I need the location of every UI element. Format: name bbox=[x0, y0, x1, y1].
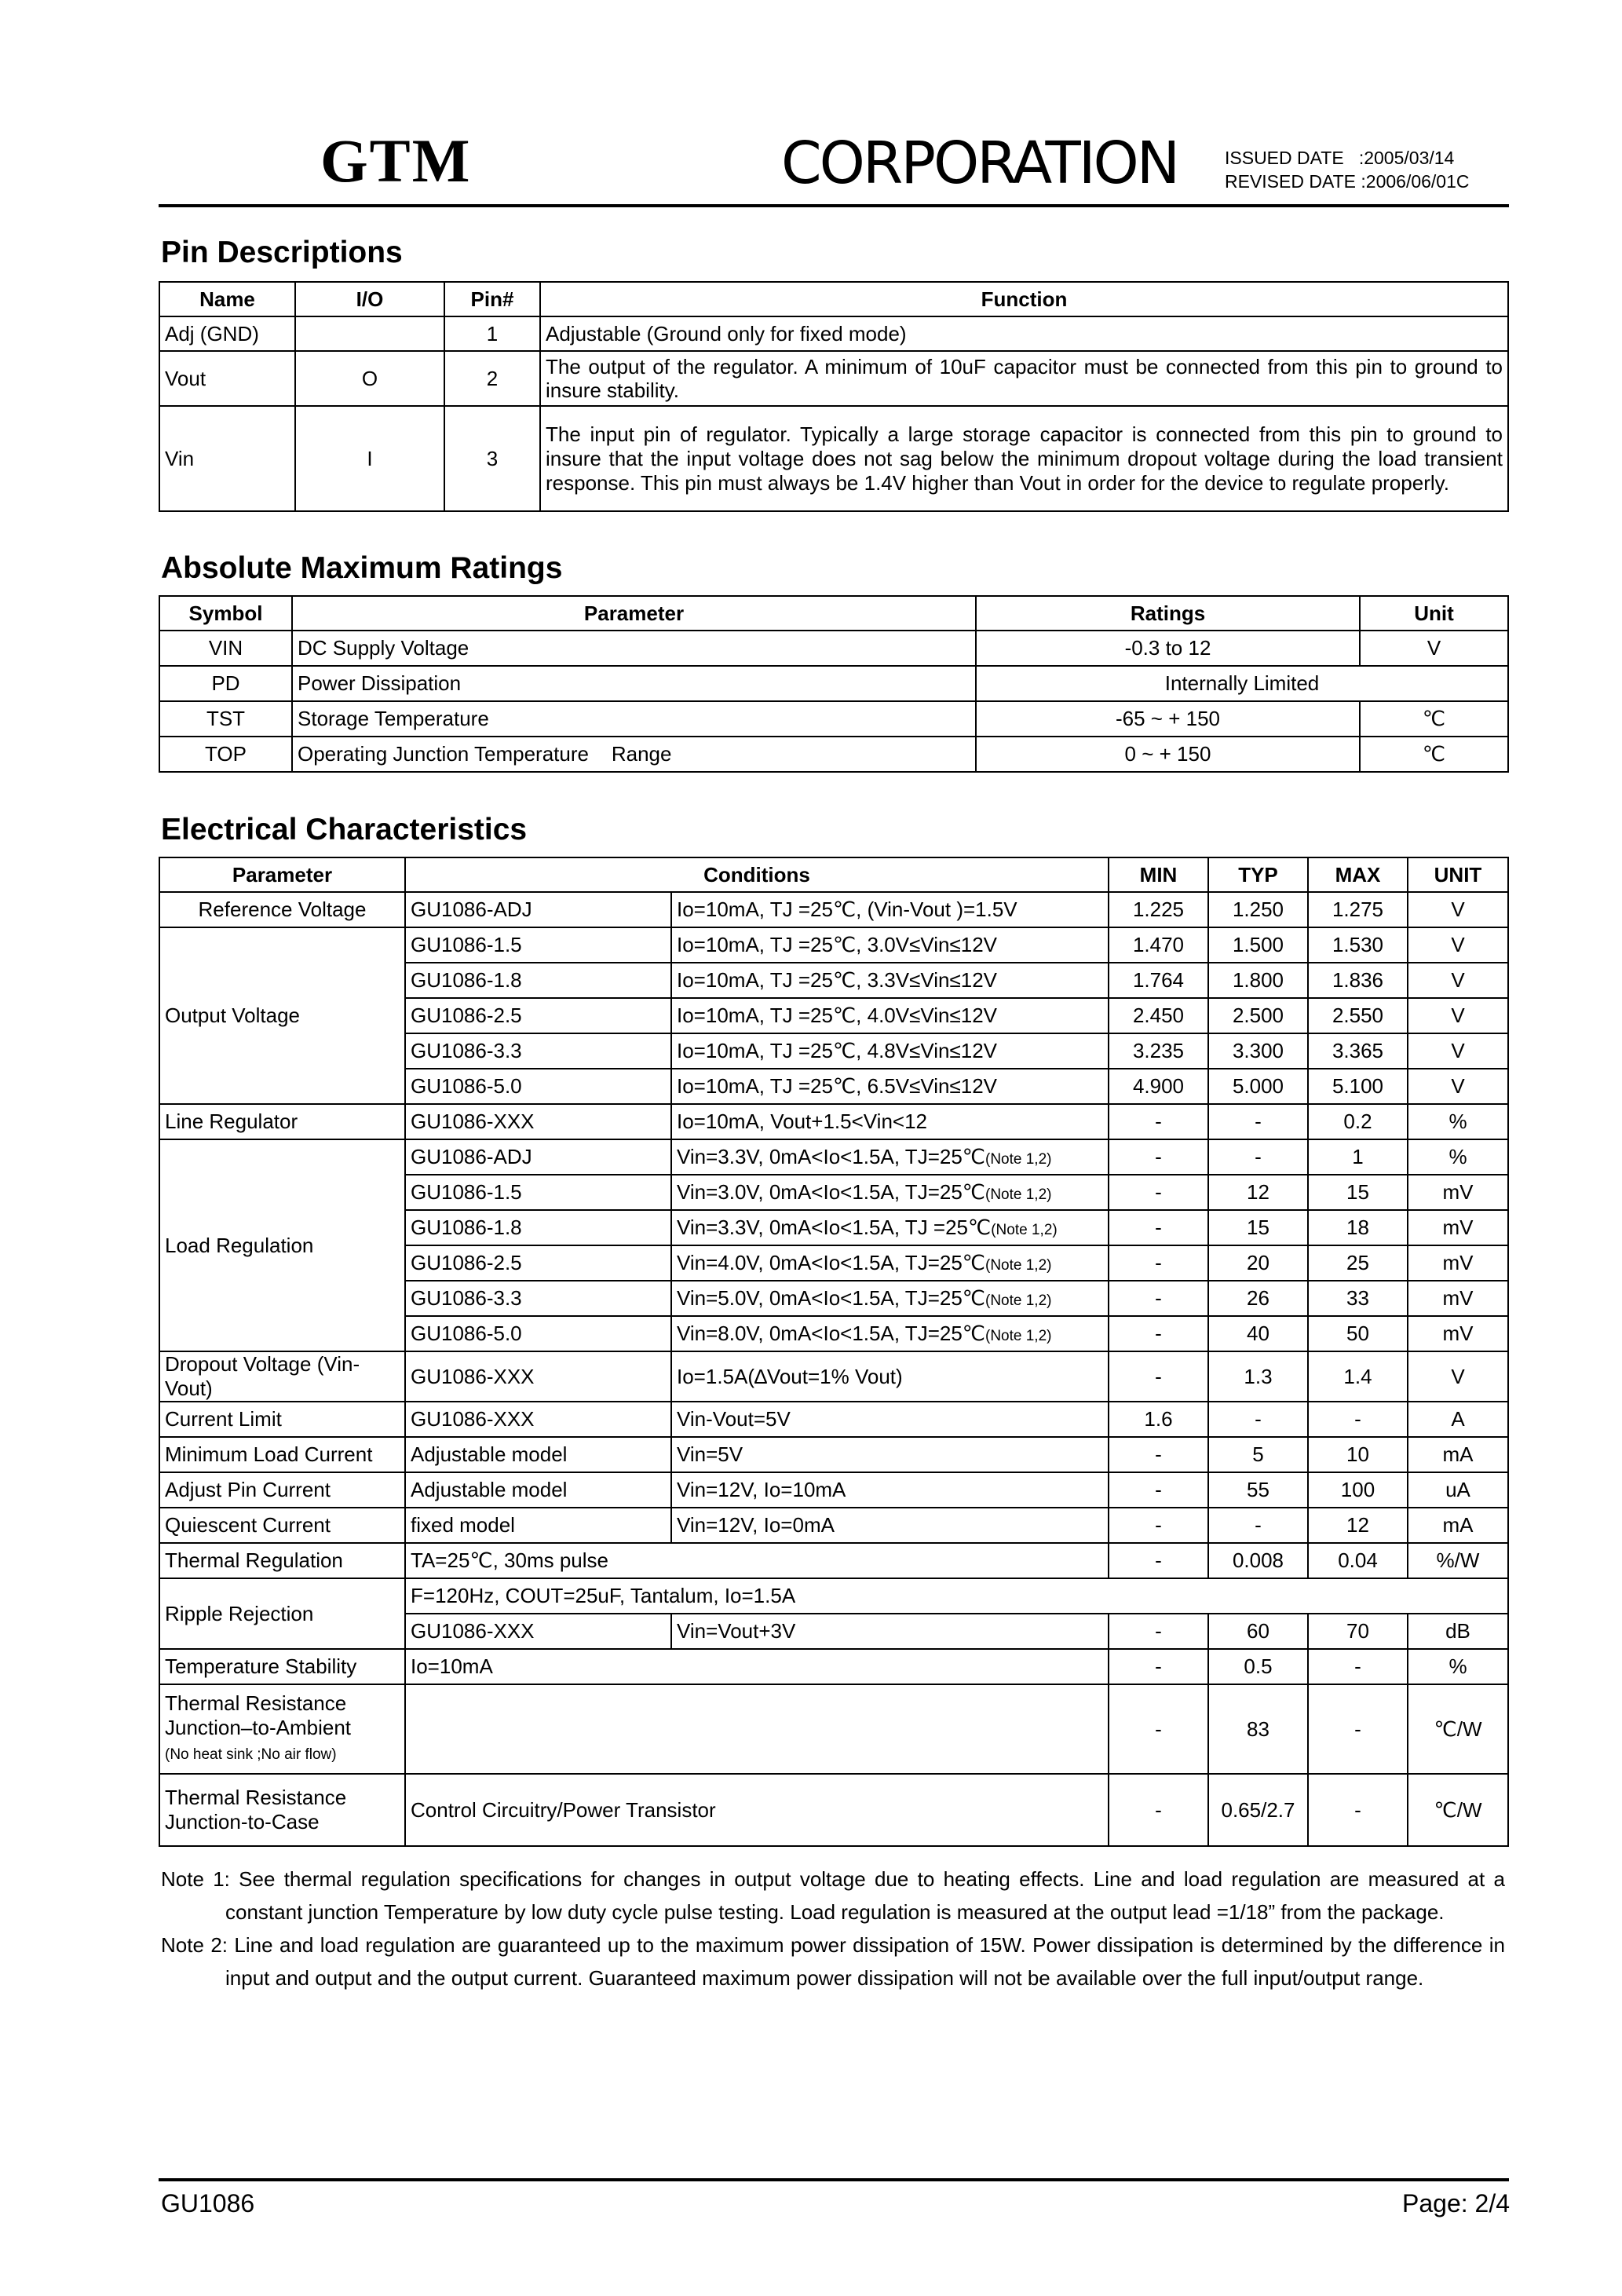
cell: 2.500 bbox=[1208, 998, 1308, 1033]
cell: 33 bbox=[1308, 1281, 1408, 1316]
header-cell: Pin# bbox=[444, 282, 540, 316]
condition-text: Vin=8.0V, 0mA<Io<1.5A, TJ=25℃ bbox=[677, 1322, 985, 1345]
cell: 1 bbox=[1308, 1139, 1408, 1175]
cell bbox=[671, 1139, 1109, 1175]
cell: mV bbox=[1408, 1281, 1508, 1316]
note-reference: (Note 1,2) bbox=[985, 1328, 1052, 1344]
cell: 50 bbox=[1308, 1316, 1408, 1351]
table-row bbox=[159, 666, 1508, 701]
table-row bbox=[159, 1684, 1508, 1774]
table-row bbox=[159, 316, 1508, 351]
cell: - bbox=[1308, 1402, 1408, 1437]
ec-title: Electrical Characteristics bbox=[161, 813, 528, 846]
cell: - bbox=[1109, 1774, 1208, 1846]
cell: GU1086-1.8 bbox=[405, 963, 671, 998]
cell: Internally Limited bbox=[976, 666, 1508, 701]
note-reference: (Note 1,2) bbox=[985, 1151, 1052, 1168]
cell: 5.100 bbox=[1308, 1069, 1408, 1104]
cell: 26 bbox=[1208, 1281, 1308, 1316]
company-logo: GTM bbox=[320, 126, 472, 195]
cell: % bbox=[1408, 1649, 1508, 1684]
cell: Adjustable (Ground only for fixed mode) bbox=[540, 316, 1508, 351]
cell: 3.235 bbox=[1109, 1033, 1208, 1069]
cell: Output Voltage bbox=[159, 927, 405, 1104]
cell: mV bbox=[1408, 1175, 1508, 1210]
table-row bbox=[159, 1543, 1508, 1578]
cell: mA bbox=[1408, 1437, 1508, 1472]
cell: ℃/W bbox=[1408, 1684, 1508, 1774]
cell: Vin=Vout+3V bbox=[671, 1614, 1109, 1649]
param-text: Thermal Resistance Junction–to-Ambient bbox=[165, 1691, 352, 1739]
cell: - bbox=[1308, 1649, 1408, 1684]
cell: Dropout Voltage (Vin-Vout) bbox=[159, 1351, 405, 1402]
cell: 12 bbox=[1308, 1508, 1408, 1543]
cell: A bbox=[1408, 1402, 1508, 1437]
cell: GU1086-5.0 bbox=[405, 1069, 671, 1104]
cell: % bbox=[1408, 1139, 1508, 1175]
cell: %/W bbox=[1408, 1543, 1508, 1578]
cell: 60 bbox=[1208, 1614, 1308, 1649]
cell: GU1086-5.0 bbox=[405, 1316, 671, 1351]
cell: 1.764 bbox=[1109, 963, 1208, 998]
table-row bbox=[159, 1139, 1508, 1175]
cell: GU1086-XXX bbox=[405, 1402, 671, 1437]
header-cell: UNIT bbox=[1408, 857, 1508, 892]
cell: - bbox=[1109, 1614, 1208, 1649]
cell: 12 bbox=[1208, 1175, 1308, 1210]
cell: GU1086-1.5 bbox=[405, 1175, 671, 1210]
cell: 4.900 bbox=[1109, 1069, 1208, 1104]
cell: 3.365 bbox=[1308, 1033, 1408, 1069]
cell: Io=10mA, TJ =25℃, 4.0V≤Vin≤12V bbox=[671, 998, 1109, 1033]
header-cell: TYP bbox=[1208, 857, 1308, 892]
table-row bbox=[159, 1402, 1508, 1437]
table-row bbox=[159, 737, 1508, 772]
cell: 1.800 bbox=[1208, 963, 1308, 998]
cell: GU1086-1.5 bbox=[405, 927, 671, 963]
cell: 83 bbox=[1208, 1684, 1308, 1774]
cell: - bbox=[1109, 1351, 1208, 1402]
cell: V bbox=[1408, 892, 1508, 927]
cell: V bbox=[1408, 927, 1508, 963]
header-cell: Ratings bbox=[976, 596, 1360, 631]
cell: 0.008 bbox=[1208, 1543, 1308, 1578]
pin-table bbox=[159, 281, 1509, 512]
cell: GU1086-3.3 bbox=[405, 1281, 671, 1316]
cell: Vin=12V, Io=0mA bbox=[671, 1508, 1109, 1543]
cell: V bbox=[1408, 1351, 1508, 1402]
cell: Temperature Stability bbox=[159, 1649, 405, 1684]
table-row bbox=[159, 1437, 1508, 1472]
cell: 0 ~ + 150 bbox=[976, 737, 1360, 772]
cell: GU1086-XXX bbox=[405, 1104, 671, 1139]
table-row bbox=[159, 927, 1508, 963]
revised-date: REVISED DATE :2006/06/01C bbox=[1225, 171, 1470, 192]
cell: Io=1.5A(∆Vout=1% Vout) bbox=[671, 1351, 1109, 1402]
cell: Ripple Rejection bbox=[159, 1578, 405, 1649]
cell: ℃ bbox=[1360, 737, 1508, 772]
table-row bbox=[159, 406, 1508, 511]
cell: Power Dissipation bbox=[292, 666, 976, 701]
pin-descriptions-title: Pin Descriptions bbox=[161, 236, 403, 269]
cell: 2.450 bbox=[1109, 998, 1208, 1033]
cell: 1.275 bbox=[1308, 892, 1408, 927]
cell: V bbox=[1408, 1069, 1508, 1104]
cell: 0.2 bbox=[1308, 1104, 1408, 1139]
cell: 5 bbox=[1208, 1437, 1308, 1472]
table-header-row bbox=[159, 857, 1508, 892]
condition-text: Vin=3.3V, 0mA<Io<1.5A, TJ=25℃ bbox=[677, 1145, 985, 1168]
cell: - bbox=[1109, 1472, 1208, 1508]
cell: GU1086-2.5 bbox=[405, 1245, 671, 1281]
cell bbox=[671, 1245, 1109, 1281]
table-row bbox=[159, 1774, 1508, 1846]
cell: Vout bbox=[159, 351, 295, 406]
cell: Line Regulator bbox=[159, 1104, 405, 1139]
footer-rule bbox=[159, 2178, 1509, 2181]
notes bbox=[161, 1863, 1505, 1994]
condition-text: Vin=3.3V, 0mA<Io<1.5A, TJ =25℃ bbox=[677, 1216, 992, 1239]
cell: 3 bbox=[444, 406, 540, 511]
cell bbox=[671, 1210, 1109, 1245]
cell: 1.4 bbox=[1308, 1351, 1408, 1402]
table-row bbox=[159, 701, 1508, 737]
company-name: CORPORATION bbox=[781, 130, 1178, 197]
header-cell: Function bbox=[540, 282, 1508, 316]
table-header-row bbox=[159, 282, 1508, 316]
cell: dB bbox=[1408, 1614, 1508, 1649]
cell: GU1086-XXX bbox=[405, 1614, 671, 1649]
condition-text: Vin=3.0V, 0mA<Io<1.5A, TJ=25℃ bbox=[677, 1180, 985, 1204]
cell: - bbox=[1208, 1402, 1308, 1437]
cell: Vin=5V bbox=[671, 1437, 1109, 1472]
cell: Minimum Load Current bbox=[159, 1437, 405, 1472]
cell: V bbox=[1408, 963, 1508, 998]
cell: Operating Junction Temperature Range bbox=[292, 737, 976, 772]
header-cell: MIN bbox=[1109, 857, 1208, 892]
cell: Reference Voltage bbox=[159, 892, 405, 927]
cell: 70 bbox=[1308, 1614, 1408, 1649]
note-reference: (Note 1,2) bbox=[985, 1257, 1052, 1274]
note-2: Note 2: Line and load regulation are guaranteed up to the maximum power dissipation of 15W. Power dissipation is determined by the difference in input and output and the output current. Guaranteed maximum power dissipation will not be available over the full input/output range. bbox=[161, 1933, 1505, 1990]
cell: 1.225 bbox=[1109, 892, 1208, 927]
param-subtext: (No heat sink ;No air flow) bbox=[165, 1746, 337, 1763]
cell: 1.6 bbox=[1109, 1402, 1208, 1437]
cell: GU1086-2.5 bbox=[405, 998, 671, 1033]
header-cell: Parameter bbox=[159, 857, 405, 892]
cell: Vin-Vout=5V bbox=[671, 1402, 1109, 1437]
table-row bbox=[159, 1649, 1508, 1684]
cell: DC Supply Voltage bbox=[292, 631, 976, 666]
cell bbox=[671, 1175, 1109, 1210]
cell: O bbox=[295, 351, 444, 406]
cell: Adjust Pin Current bbox=[159, 1472, 405, 1508]
table-row bbox=[159, 631, 1508, 666]
issue-dates bbox=[1225, 146, 1470, 193]
cell: - bbox=[1109, 1316, 1208, 1351]
ec-table bbox=[159, 857, 1509, 1847]
cell: Io=10mA bbox=[405, 1649, 1109, 1684]
footer-part-number: GU1086 bbox=[161, 2189, 255, 2217]
cell: - bbox=[1109, 1437, 1208, 1472]
cell: V bbox=[1408, 998, 1508, 1033]
cell: 3.300 bbox=[1208, 1033, 1308, 1069]
table-row bbox=[159, 1351, 1508, 1402]
cell: V bbox=[1360, 631, 1508, 666]
cell: - bbox=[1109, 1104, 1208, 1139]
cell: VIN bbox=[159, 631, 292, 666]
cell: V bbox=[1408, 1033, 1508, 1069]
cell bbox=[671, 1281, 1109, 1316]
cell: GU1086-3.3 bbox=[405, 1033, 671, 1069]
cell: Control Circuitry/Power Transistor bbox=[405, 1774, 1109, 1846]
cell: 15 bbox=[1208, 1210, 1308, 1245]
cell: 1.836 bbox=[1308, 963, 1408, 998]
note-reference: (Note 1,2) bbox=[991, 1222, 1058, 1238]
amr-title: Absolute Maximum Ratings bbox=[161, 551, 563, 585]
cell: Vin=12V, Io=10mA bbox=[671, 1472, 1109, 1508]
header-cell: Symbol bbox=[159, 596, 292, 631]
cell: - bbox=[1109, 1543, 1208, 1578]
footer-page-number: Page: 2/4 bbox=[1402, 2189, 1510, 2217]
header-cell: Parameter bbox=[292, 596, 976, 631]
cell: Adjustable model bbox=[405, 1472, 671, 1508]
cell: Vin bbox=[159, 406, 295, 511]
note-reference: (Note 1,2) bbox=[985, 1186, 1052, 1203]
cell: F=120Hz, COUT=25uF, Tantalum, Io=1.5A bbox=[405, 1578, 1508, 1614]
cell: -0.3 to 12 bbox=[976, 631, 1360, 666]
cell: mV bbox=[1408, 1316, 1508, 1351]
cell: Io=10mA, TJ =25℃, 6.5V≤Vin≤12V bbox=[671, 1069, 1109, 1104]
table-row bbox=[159, 1472, 1508, 1508]
cell: GU1086-ADJ bbox=[405, 1139, 671, 1175]
cell: PD bbox=[159, 666, 292, 701]
cell: GU1086-XXX bbox=[405, 1351, 671, 1402]
cell: Io=10mA, Vout+1.5<Vin<12 bbox=[671, 1104, 1109, 1139]
cell: mV bbox=[1408, 1245, 1508, 1281]
cell: GU1086-ADJ bbox=[405, 892, 671, 927]
cell: Quiescent Current bbox=[159, 1508, 405, 1543]
cell: - bbox=[1208, 1508, 1308, 1543]
table-header-row bbox=[159, 596, 1508, 631]
table-row bbox=[159, 1104, 1508, 1139]
cell: Current Limit bbox=[159, 1402, 405, 1437]
cell: ℃ bbox=[1360, 701, 1508, 737]
cell: uA bbox=[1408, 1472, 1508, 1508]
table-row bbox=[159, 1508, 1508, 1543]
cell bbox=[295, 316, 444, 351]
cell: 40 bbox=[1208, 1316, 1308, 1351]
cell: 20 bbox=[1208, 1245, 1308, 1281]
cell: - bbox=[1109, 1175, 1208, 1210]
cell: The output of the regulator. A minimum of 10uF capacitor must be connected from this pin to ground to insure stability. bbox=[540, 351, 1508, 406]
cell: Load Regulation bbox=[159, 1139, 405, 1351]
cell: 0.5 bbox=[1208, 1649, 1308, 1684]
cell: 100 bbox=[1308, 1472, 1408, 1508]
cell: - bbox=[1109, 1649, 1208, 1684]
cell: 0.04 bbox=[1308, 1543, 1408, 1578]
cell: - bbox=[1109, 1210, 1208, 1245]
cell: mV bbox=[1408, 1210, 1508, 1245]
cell: % bbox=[1408, 1104, 1508, 1139]
condition-text: Vin=5.0V, 0mA<Io<1.5A, TJ=25℃ bbox=[677, 1286, 985, 1310]
header-rule bbox=[159, 204, 1509, 207]
issued-date: ISSUED DATE :2005/03/14 bbox=[1225, 148, 1455, 168]
cell: Thermal Resistance Junction-to-Case bbox=[159, 1774, 405, 1846]
cell: Thermal Regulation bbox=[159, 1543, 405, 1578]
cell: -65 ~ + 150 bbox=[976, 701, 1360, 737]
cell: - bbox=[1308, 1684, 1408, 1774]
cell: - bbox=[1208, 1104, 1308, 1139]
cell: 10 bbox=[1308, 1437, 1408, 1472]
cell: I bbox=[295, 406, 444, 511]
cell: 5.000 bbox=[1208, 1069, 1308, 1104]
cell: TST bbox=[159, 701, 292, 737]
note-reference: (Note 1,2) bbox=[985, 1292, 1052, 1309]
cell: 18 bbox=[1308, 1210, 1408, 1245]
cell: - bbox=[1308, 1774, 1408, 1846]
cell: - bbox=[1208, 1139, 1308, 1175]
note-1: Note 1: See thermal regulation specifications for changes in output voltage due to heating effects. Line and load regulation are measured at a constant junction Temperature by low duty cycle pulse testing. Load regulation is measured at the output lead =1/18” from the package. bbox=[161, 1867, 1505, 1924]
header-cell: MAX bbox=[1308, 857, 1408, 892]
table-row bbox=[159, 1578, 1508, 1614]
cell: - bbox=[1109, 1245, 1208, 1281]
cell: Io=10mA, TJ =25℃, 3.0V≤Vin≤12V bbox=[671, 927, 1109, 963]
cell: 1.470 bbox=[1109, 927, 1208, 963]
cell: Io=10mA, TJ =25℃, 3.3V≤Vin≤12V bbox=[671, 963, 1109, 998]
table-row bbox=[159, 892, 1508, 927]
cell: - bbox=[1109, 1508, 1208, 1543]
table-row bbox=[159, 351, 1508, 406]
cell bbox=[159, 1684, 405, 1774]
cell: 1.500 bbox=[1208, 927, 1308, 963]
cell: - bbox=[1109, 1139, 1208, 1175]
cell: 1.3 bbox=[1208, 1351, 1308, 1402]
header-cell: Conditions bbox=[405, 857, 1109, 892]
cell: 1.530 bbox=[1308, 927, 1408, 963]
header-cell: Unit bbox=[1360, 596, 1508, 631]
cell: 55 bbox=[1208, 1472, 1308, 1508]
cell: Storage Temperature bbox=[292, 701, 976, 737]
cell: ℃/W bbox=[1408, 1774, 1508, 1846]
cell: GU1086-1.8 bbox=[405, 1210, 671, 1245]
cell: 0.65/2.7 bbox=[1208, 1774, 1308, 1846]
cell: Io=10mA, TJ =25℃, (Vin-Vout )=1.5V bbox=[671, 892, 1109, 927]
cell: TOP bbox=[159, 737, 292, 772]
cell: 15 bbox=[1308, 1175, 1408, 1210]
cell: - bbox=[1109, 1684, 1208, 1774]
cell: The input pin of regulator. Typically a large storage capacitor is connected from this pin to ground to insure that the input voltage does not sag below the minimum dropout voltage during the load transient response. This pin must always be 1.4V higher than Vout in order for the device to regulate properly. bbox=[540, 406, 1508, 511]
cell: 25 bbox=[1308, 1245, 1408, 1281]
condition-text: Vin=4.0V, 0mA<Io<1.5A, TJ=25℃ bbox=[677, 1251, 985, 1274]
cell: 2 bbox=[444, 351, 540, 406]
cell bbox=[405, 1684, 1109, 1774]
cell: Adjustable model bbox=[405, 1437, 671, 1472]
cell: 1.250 bbox=[1208, 892, 1308, 927]
cell: TA=25℃, 30ms pulse bbox=[405, 1543, 1109, 1578]
header-cell: Name bbox=[159, 282, 295, 316]
header-cell: I/O bbox=[295, 282, 444, 316]
cell: - bbox=[1109, 1281, 1208, 1316]
amr-table bbox=[159, 595, 1509, 773]
cell: fixed model bbox=[405, 1508, 671, 1543]
cell: 2.550 bbox=[1308, 998, 1408, 1033]
cell: mA bbox=[1408, 1508, 1508, 1543]
cell: Adj (GND) bbox=[159, 316, 295, 351]
cell bbox=[671, 1316, 1109, 1351]
cell: 1 bbox=[444, 316, 540, 351]
cell: Io=10mA, TJ =25℃, 4.8V≤Vin≤12V bbox=[671, 1033, 1109, 1069]
